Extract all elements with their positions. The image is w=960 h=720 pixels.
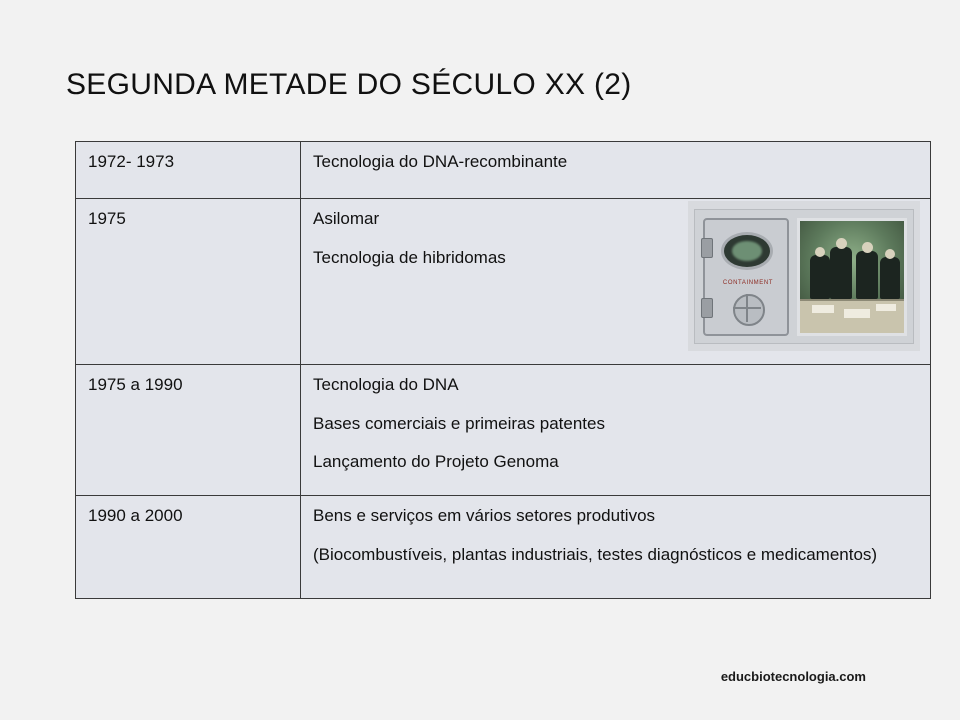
table-row — [76, 365, 931, 496]
table-row — [76, 496, 931, 599]
photo-papers — [876, 304, 896, 311]
hinge-icon — [701, 298, 713, 318]
description-cell — [301, 199, 931, 365]
description-line: Asilomar — [313, 209, 380, 228]
image-frame — [694, 209, 914, 344]
photo-figure — [810, 255, 830, 299]
period-cell: 1975 a 1990 — [76, 365, 301, 496]
photo-figure-head — [885, 249, 895, 259]
table-row — [76, 142, 931, 199]
period-cell: 1972- 1973 — [76, 142, 301, 199]
description-line: Tecnologia de hibridomas — [313, 247, 506, 267]
table-row — [76, 199, 931, 365]
photo-papers — [844, 309, 870, 318]
photo-figure-head — [836, 238, 847, 249]
photo-papers — [812, 305, 834, 313]
description-cell — [301, 496, 931, 599]
hinge-icon — [701, 238, 713, 258]
photo-figure-head — [862, 242, 873, 253]
description-cell — [301, 365, 931, 496]
porthole-window — [721, 232, 773, 270]
containment-label: CONTAINMENT — [722, 280, 774, 286]
timeline-table — [75, 141, 931, 599]
description-line: Lançamento do Projeto Genoma — [313, 452, 559, 472]
description-line: (Biocombustíveis, plantas industriais, testes diagnósticos e medicamentos) — [313, 544, 878, 564]
page-title: SEGUNDA METADE DO SÉCULO XX (2) — [66, 68, 632, 102]
period-cell: 1990 a 2000 — [76, 496, 301, 599]
description-line: Bens e serviços em vários setores produtivos — [313, 506, 656, 525]
asilomar-conference-image — [688, 201, 920, 351]
photo-figure-head — [815, 247, 825, 257]
footer-attribution: educbiotecnologia.com — [720, 669, 866, 684]
period-cell: 1975 — [76, 199, 301, 365]
conference-photo — [797, 218, 907, 336]
valve-wheel-icon — [733, 294, 765, 326]
description-line: Tecnologia do DNA — [313, 375, 459, 394]
containment-door-panel — [703, 218, 789, 336]
porthole-glow — [732, 241, 762, 261]
photo-figure — [856, 251, 878, 299]
description-line: Tecnologia do DNA-recombinante — [313, 152, 568, 171]
photo-figure — [830, 247, 852, 299]
photo-figure — [880, 257, 900, 299]
description-cell — [301, 142, 931, 199]
description-line: Bases comerciais e primeiras patentes — [313, 413, 605, 433]
